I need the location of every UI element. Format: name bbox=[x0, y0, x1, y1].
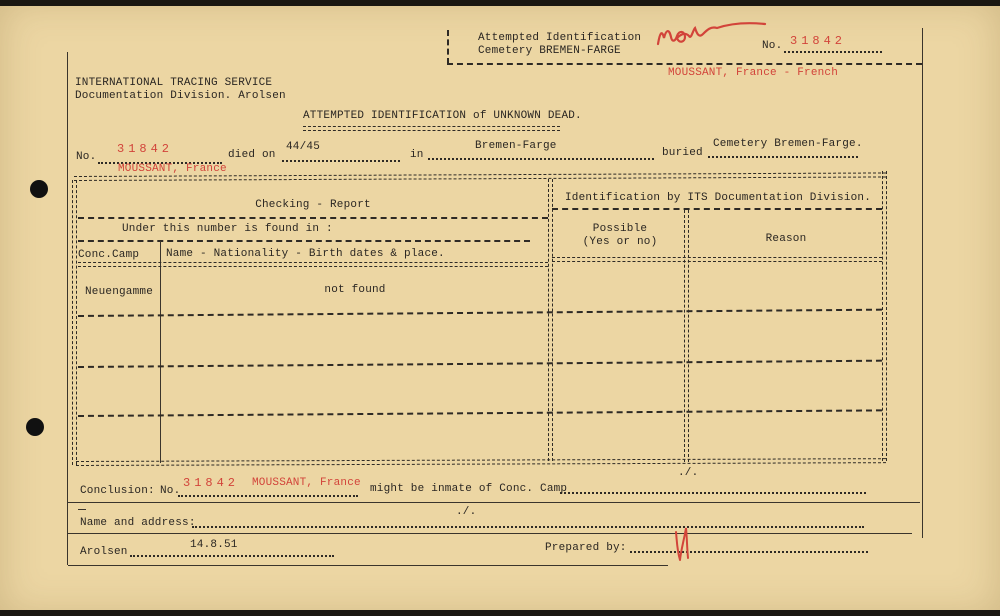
buried-value: Cemetery Bremen-Farge. bbox=[713, 138, 863, 150]
form-title-underline bbox=[303, 126, 560, 131]
prepared-by-label: Prepared by: bbox=[545, 542, 627, 554]
possible-header-line2: (Yes or no) bbox=[582, 236, 658, 248]
conclusion-camp-dots bbox=[560, 492, 866, 494]
header-box-bottom bbox=[447, 63, 922, 65]
table-left-border bbox=[72, 180, 77, 465]
header-subject: MOUSSANT, France - French bbox=[668, 67, 839, 79]
name-address-mark: ./. bbox=[456, 506, 477, 518]
died-in-value: Bremen-Farge bbox=[475, 140, 557, 152]
buried-dots bbox=[708, 156, 858, 158]
punch-hole-top bbox=[30, 180, 48, 198]
died-on-dots bbox=[282, 160, 400, 162]
conclusion-name-value: MOUSSANT, France bbox=[252, 477, 361, 489]
row1-camp: Neuengamme bbox=[84, 286, 153, 298]
conclusion-text: might be inmate of Conc. Camp bbox=[370, 483, 568, 495]
footer-place: Arolsen bbox=[80, 546, 128, 558]
header-row-line-right bbox=[552, 208, 882, 210]
header-no-dots bbox=[784, 51, 882, 53]
col-name-header: Name - Nationality - Birth dates & place. bbox=[166, 248, 445, 260]
col-camp-header: Conc.Camp bbox=[78, 249, 140, 261]
table-bottom-border bbox=[76, 458, 886, 466]
possible-reason-divider bbox=[684, 210, 689, 462]
header-line2: Cemetery BREMEN-FARGE bbox=[478, 45, 621, 57]
row1-details: not found bbox=[324, 284, 386, 296]
footer-date-dots bbox=[130, 555, 334, 557]
footer-rule bbox=[68, 565, 668, 566]
died-in-label: in bbox=[410, 149, 424, 161]
conclusion-no-label: No. bbox=[160, 485, 181, 497]
name-address-label: Name and address: bbox=[80, 517, 196, 529]
row3-bottom-line bbox=[78, 409, 882, 417]
conclusion-no-value: 31842 bbox=[183, 476, 240, 490]
header-line1: Attempted Identification bbox=[478, 32, 642, 44]
identification-header: Identification by ITS Documentation Division. bbox=[564, 192, 872, 204]
header-row-line-left bbox=[78, 217, 548, 219]
table-right-border bbox=[882, 171, 887, 461]
column-header-bottom-left bbox=[78, 262, 548, 267]
card-frame-right bbox=[922, 28, 923, 538]
scan-edge-top bbox=[0, 0, 1000, 6]
table-middle-divider bbox=[548, 179, 553, 461]
conclusion-mark: ./. bbox=[678, 467, 699, 479]
conclusion-rule bbox=[68, 502, 920, 503]
under-number-line bbox=[78, 240, 530, 242]
punch-hole-bottom bbox=[26, 418, 44, 436]
name-address-dots bbox=[192, 526, 864, 528]
conclusion-label: Conclusion: bbox=[80, 485, 155, 497]
death-no-label: No. bbox=[76, 151, 97, 163]
camp-column-divider bbox=[160, 241, 161, 463]
died-on-label: died on bbox=[228, 149, 276, 161]
name-address-rule bbox=[68, 533, 912, 534]
death-no-value: 31842 bbox=[117, 142, 174, 156]
prepared-by-dots bbox=[630, 551, 868, 553]
footer-date: 14.8.51 bbox=[190, 539, 238, 551]
prepared-by-signature bbox=[668, 524, 698, 564]
death-name-value: MOUSSANT, France bbox=[118, 163, 227, 175]
reason-header: Reason bbox=[765, 233, 807, 245]
header-no-value: 31842 bbox=[790, 34, 847, 48]
scan-edge-bottom bbox=[0, 610, 1000, 616]
row1-bottom-line bbox=[78, 309, 882, 317]
card-frame-left bbox=[67, 52, 68, 565]
buried-label: buried bbox=[662, 147, 703, 159]
checking-report-header: Checking - Report bbox=[255, 199, 371, 211]
org-line1: INTERNATIONAL TRACING SERVICE bbox=[75, 77, 273, 89]
died-on-value: 44/45 bbox=[286, 141, 321, 153]
conclusion-tick bbox=[78, 509, 86, 510]
row2-bottom-line bbox=[78, 360, 882, 368]
died-in-dots bbox=[428, 158, 654, 160]
header-no-label: No. bbox=[762, 40, 783, 52]
conclusion-no-dots bbox=[178, 495, 358, 497]
under-number-label: Under this number is found in : bbox=[122, 223, 333, 235]
possible-header-line1: Possible bbox=[592, 223, 648, 235]
header-box-left bbox=[447, 30, 449, 64]
form-title: ATTEMPTED IDENTIFICATION of UNKNOWN DEAD. bbox=[303, 110, 582, 122]
column-header-bottom-right bbox=[552, 257, 882, 262]
org-line2: Documentation Division. Arolsen bbox=[75, 90, 286, 102]
